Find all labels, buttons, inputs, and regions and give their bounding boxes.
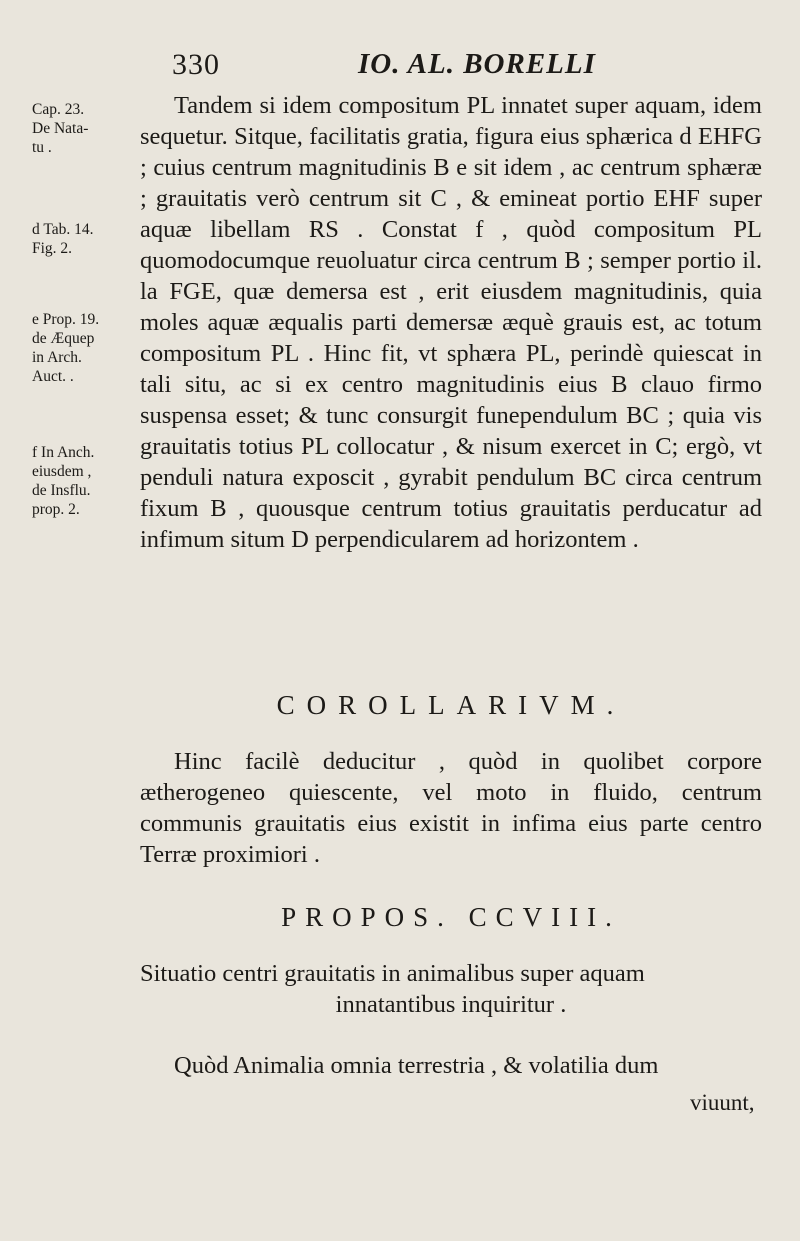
margin-note-figure: d Tab. 14. Fig. 2. [32, 221, 94, 257]
proposition-heading: PROPOS. CCVIII. [281, 902, 621, 932]
proposition-statement [140, 958, 762, 1020]
page-header [168, 48, 768, 88]
proposition-statement-line-1: Situatio centri grauitatis in animalibus super aquam [140, 960, 645, 987]
corollarium-heading: COROLLARIVM. [276, 690, 626, 720]
proposition-statement-line-2: innatantibus inquiritur . [335, 991, 567, 1018]
margin-note-proposition: e Prop. 19. de Æquep in Arch. Auct. . [32, 311, 100, 385]
catchword: viuunt, [690, 1090, 755, 1115]
page-number: 330 [172, 48, 220, 81]
margin-note-reference: f In Anch. eiusdem , de Insflu. prop. 2. [32, 444, 95, 518]
body-paragraph-3: Quòd Animalia omnia terrestria , & volatilia dum [174, 1052, 659, 1079]
body-paragraph-2: Hinc facilè deducitur , quòd in quolibet corpore ætherogeneo quiescente, vel moto in fluido, centrum communis grauitatis eius existit in infima eius parte centro Terræ proximiori . [140, 748, 762, 868]
running-head: IO. AL. BORELLI [358, 48, 596, 80]
body-paragraph-1: Tandem si idem compositum PL innatet super aquam, idem sequetur. Sitque, facilitatis gratia, figura eius sphærica d EHFG ; cuius centrum magnitudinis B e sit idem , ac centrum sphæræ ; grauitatis verò centrum sit C , & emineat portio EHF super aquæ libellam RS . Constat f , quòd compositum PL quomodocumque reuoluatur circa centrum B ; semper portio il. la FGE, quæ demersa est , erit eiusdem magnitudinis, quia moles aquæ æqualis parti demersæ æquè grauis est, ac totum compositum PL . Hinc fit, vt sphæra PL, perindè quiescat in tali situ, ac si ex centro magnitudinis eius B clauo firmo suspensa esset; & tunc consurgit funependulum BC ; quia vis grauitatis totius PL collocatur , & nisum exercet in C; ergò, vt penduli natura exposcit , gyrabit pendulum BC circa centrum fixum B , quousque centrum totius grauitatis perducatur ad infimum situm D perpendicularem ad horizontem . [140, 92, 762, 553]
margin-note-chapter: Cap. 23. De Nata- tu . [32, 101, 89, 156]
